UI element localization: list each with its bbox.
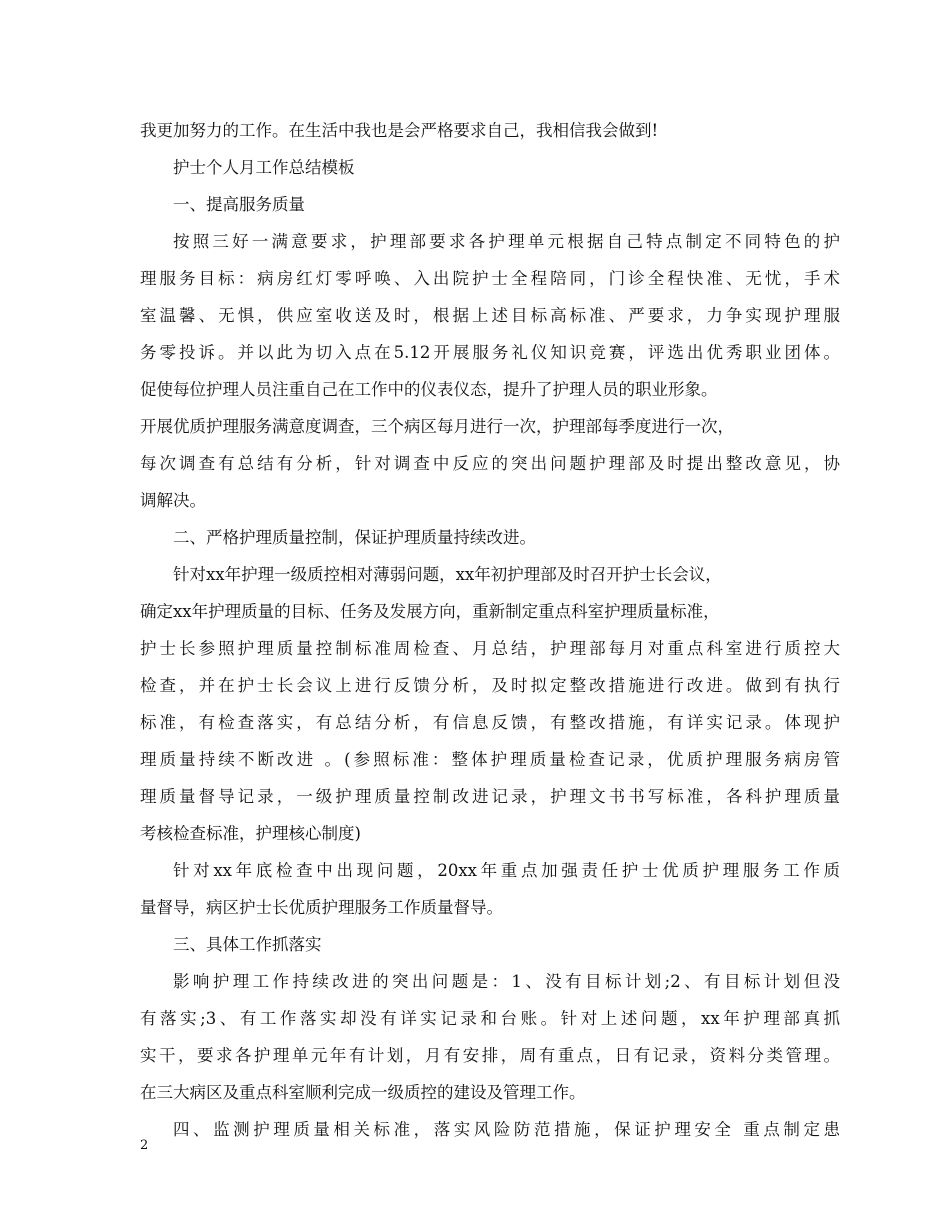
text-line: 每次调查有总结有分析，针对调查中反应的突出问题护理部及时提出整改意见，协 (140, 454, 840, 473)
text-line: 确定xx年护理质量的目标、任务及发展方向，重新制定重点科室护理质量标准， (140, 602, 720, 621)
text-line: 影响护理工作持续改进的突出问题是：1、没有目标计划;2、有目标计划但没 (173, 972, 840, 991)
text-line: 护士长参照护理质量控制标准周检查、月总结，护理部每月对重点科室进行质控大 (140, 639, 840, 658)
text-line: 在三大病区及重点科室顺利完成一级质控的建设及管理工作。 (140, 1083, 586, 1102)
text-line: 针对xx年护理一级质控相对薄弱问题，xx年初护理部及时召开护士长会议， (173, 565, 722, 584)
text-line: 检查，并在护士长会议上进行反馈分析，及时拟定整改措施进行改进。做到有执行 (140, 676, 840, 695)
text-line: 调解决。 (140, 491, 206, 510)
page-number: 2 (140, 1138, 149, 1153)
text-line: 按照三好一满意要求，护理部要求各护理单元根据自己特点制定不同特色的护 (173, 232, 840, 251)
text-line: 标准，有检查落实，有总结分析，有信息反馈，有整改措施，有详实记录。体现护 (140, 713, 840, 732)
text-line: 护士个人月工作总结模板 (173, 158, 355, 177)
text-line: 开展优质护理服务满意度调查，三个病区每月进行一次，护理部每季度进行一次， (140, 417, 734, 436)
text-line: 四、监测护理质量相关标准，落实风险防范措施，保证护理安全 重点制定患 (173, 1120, 840, 1139)
text-line: 促使每位护理人员注重自己在工作中的仪表仪态，提升了护理人员的职业形象。 (140, 380, 718, 399)
text-line: 理质量持续不断改进 。(参照标准：整体护理质量检查记录，优质护理服务病房管 (140, 750, 840, 769)
text-line: 室温馨、无惧，供应室收送及时，根据上述目标高标准、严要求，力争实现护理服 (140, 306, 840, 325)
text-line: 实干，要求各护理单元年有计划，月有安排，周有重点，日有记录，资料分类管理。 (140, 1046, 840, 1065)
text-line: 有落实;3、有工作落实却没有详实记录和台账。针对上述问题，xx年护理部真抓 (140, 1009, 840, 1028)
text-line: 务零投诉。并以此为切入点在5.12开展服务礼仪知识竞赛，评选出优秀职业团体。 (140, 343, 840, 362)
text-line: 考核检查标准，护理核心制度) (140, 824, 361, 843)
text-line: 针对xx年底检查中出现问题，20xx年重点加强责任护士优质护理服务工作质 (173, 861, 840, 880)
text-line: 一、提高服务质量 (173, 195, 305, 214)
text-line: 理服务目标：病房红灯零呼唤、入出院护士全程陪同，门诊全程快准、无忧，手术 (140, 269, 840, 288)
text-line: 二、严格护理质量控制，保证护理质量持续改进。 (173, 528, 536, 547)
text-line: 理质量督导记录，一级护理质量控制改进记录，护理文书书写标准，各科护理质量 (140, 787, 840, 806)
text-line: 三、具体工作抓落实 (173, 935, 322, 954)
document-body (140, 112, 840, 1148)
text-line: 量督导，病区护士长优质护理服务工作质量督导。 (140, 898, 503, 917)
text-line: 我更加努力的工作。在生活中我也是会严格要求自己，我相信我会做到! (140, 121, 659, 140)
